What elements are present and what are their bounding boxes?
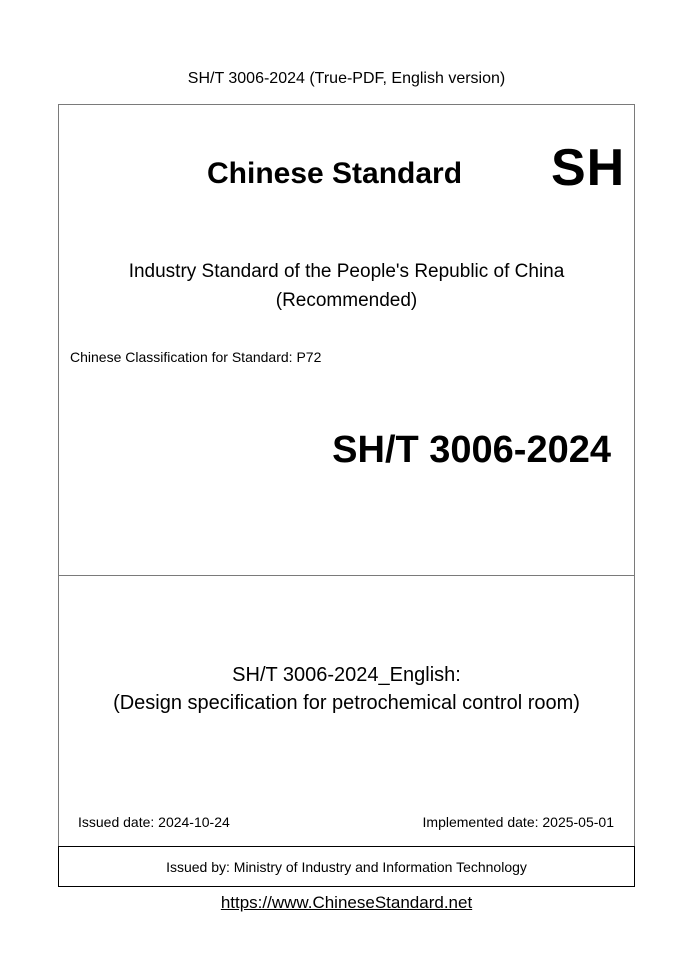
website-link[interactable]: https://www.ChineseStandard.net <box>220 893 473 912</box>
cover-heading: Chinese Standard <box>207 157 463 190</box>
standard-title <box>59 661 634 717</box>
issuer-box <box>58 846 635 887</box>
classification-text: Chinese Classification for Standard: P72 <box>70 349 322 365</box>
document-header: SH/T 3006-2024 (True-PDF, English version) <box>187 70 506 87</box>
standard-number: SH/T 3006-2024 <box>332 429 611 471</box>
section-divider <box>59 575 634 576</box>
cover-frame <box>58 104 635 887</box>
industry-statement <box>59 257 634 315</box>
issued-date: Issued date: 2024-10-24 <box>78 814 230 830</box>
implemented-date: Implemented date: 2025-05-01 <box>422 814 614 830</box>
industry-line: Industry Standard of the People's Republic of China <box>128 261 565 282</box>
standard-mark: SH <box>551 139 626 197</box>
title-code: SH/T 3006-2024_English: <box>232 664 461 686</box>
issued-by-text: Issued by: Ministry of Industry and Information Technology <box>166 859 527 875</box>
title-description: (Design specification for petrochemical control room) <box>113 692 580 714</box>
recommended-line: (Recommended) <box>275 290 418 311</box>
